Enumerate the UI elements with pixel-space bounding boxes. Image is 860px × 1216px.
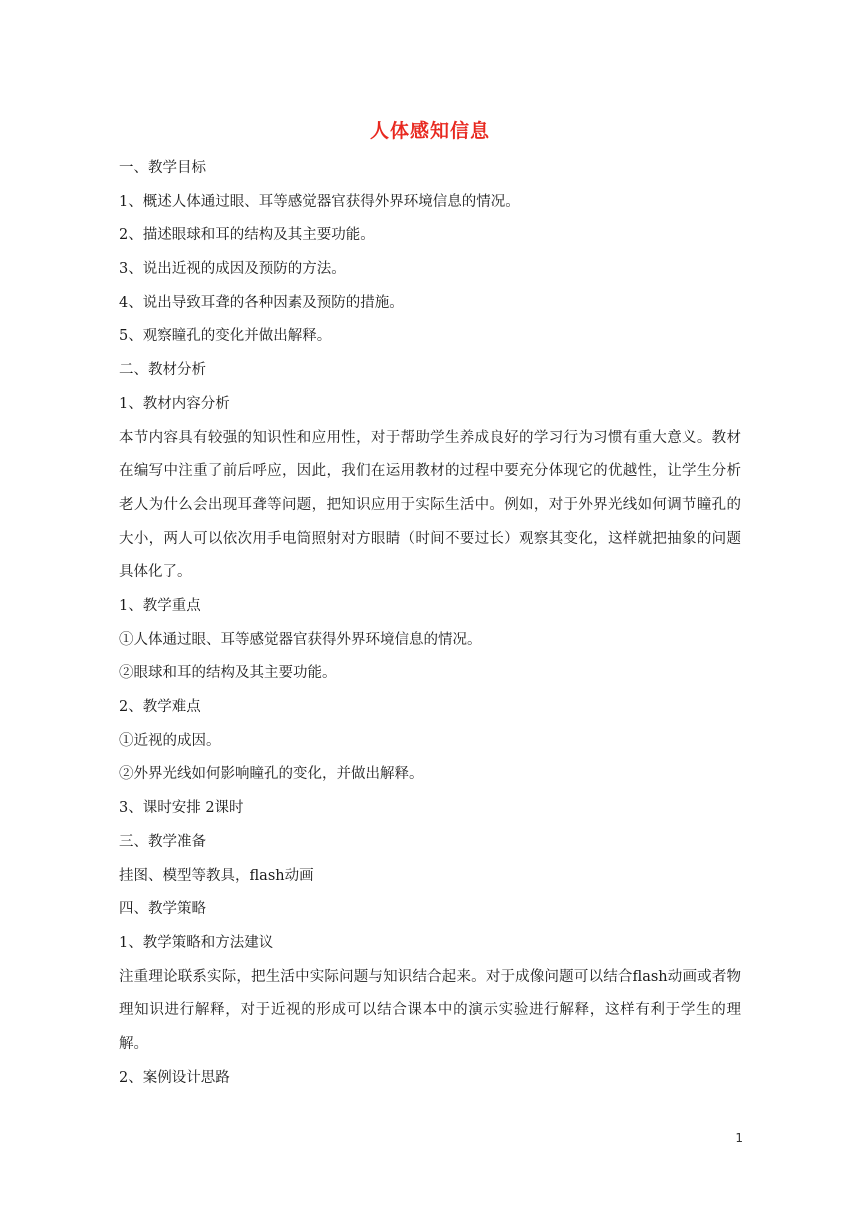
page-number: 1 bbox=[735, 1131, 743, 1145]
goal-item-5: 5、观察瞳孔的变化并做出解释。 bbox=[119, 328, 332, 345]
section-heading-strategy: 四、教学策略 bbox=[119, 901, 206, 918]
goal-item-2: 2、描述眼球和耳的结构及其主要功能。 bbox=[119, 227, 375, 244]
goal-item-3: 3、说出近视的成因及预防的方法。 bbox=[119, 261, 346, 278]
paragraph-strategy: 注重理论联系实际，把生活中实际问题与知识结合起来。对于成像问题可以结合flash动画或者物理知识进行解释，对于近视的形成可以结合课本中的演示实验进行解释，这样有利于学生的理解。 bbox=[119, 968, 741, 1052]
difficulty-2: ②外界光线如何影响瞳孔的变化，并做出解释。 bbox=[119, 766, 424, 783]
subheading-difficulties: 2、教学难点 bbox=[119, 699, 201, 716]
subheading-class-hours: 3、课时安排 2课时 bbox=[119, 800, 244, 817]
section-heading-material-analysis: 二、教材分析 bbox=[119, 362, 206, 379]
document-title: 人体感知信息 bbox=[369, 120, 490, 142]
section-heading-teaching-goals: 一、教学目标 bbox=[119, 160, 206, 176]
section-heading-preparation: 三、教学准备 bbox=[119, 833, 206, 850]
subheading-case-design: 2、案例设计思路 bbox=[119, 1069, 230, 1086]
key-point-2: ②眼球和耳的结构及其主要功能。 bbox=[119, 665, 337, 682]
preparation-text: 挂图、模型等教具，flash动画 bbox=[119, 867, 314, 884]
document-body bbox=[119, 152, 741, 1095]
subheading-strategy-methods: 1、教学策略和方法建议 bbox=[119, 934, 274, 951]
paragraph-content-analysis: 本节内容具有较强的知识性和应用性，对于帮助学生养成良好的学习行为习惯有重大意义。教材在编写中注重了前后呼应，因此，我们在运用教材的过程中要充分体现它的优越性，让学生分析老人为什么会出现耳聋等问题，把知识应用于实际生活中。例如，对于外界光线如何调节瞳孔的大小，两人可以依次用手电筒照射对方眼睛（时间不要过长）观察其变化，这样就把抽象的问题具体化了。 bbox=[119, 429, 741, 581]
goal-item-1: 1、概述人体通过眼、耳等感觉器官获得外界环境信息的情况。 bbox=[119, 193, 520, 210]
subheading-content-analysis: 1、教材内容分析 bbox=[119, 395, 230, 412]
difficulty-1: ①近视的成因。 bbox=[119, 732, 221, 749]
goal-item-4: 4、说出导致耳聋的各种因素及预防的措施。 bbox=[119, 294, 404, 311]
key-point-1: ①人体通过眼、耳等感觉器官获得外界环境信息的情况。 bbox=[119, 631, 482, 648]
subheading-key-points: 1、教学重点 bbox=[119, 598, 201, 615]
